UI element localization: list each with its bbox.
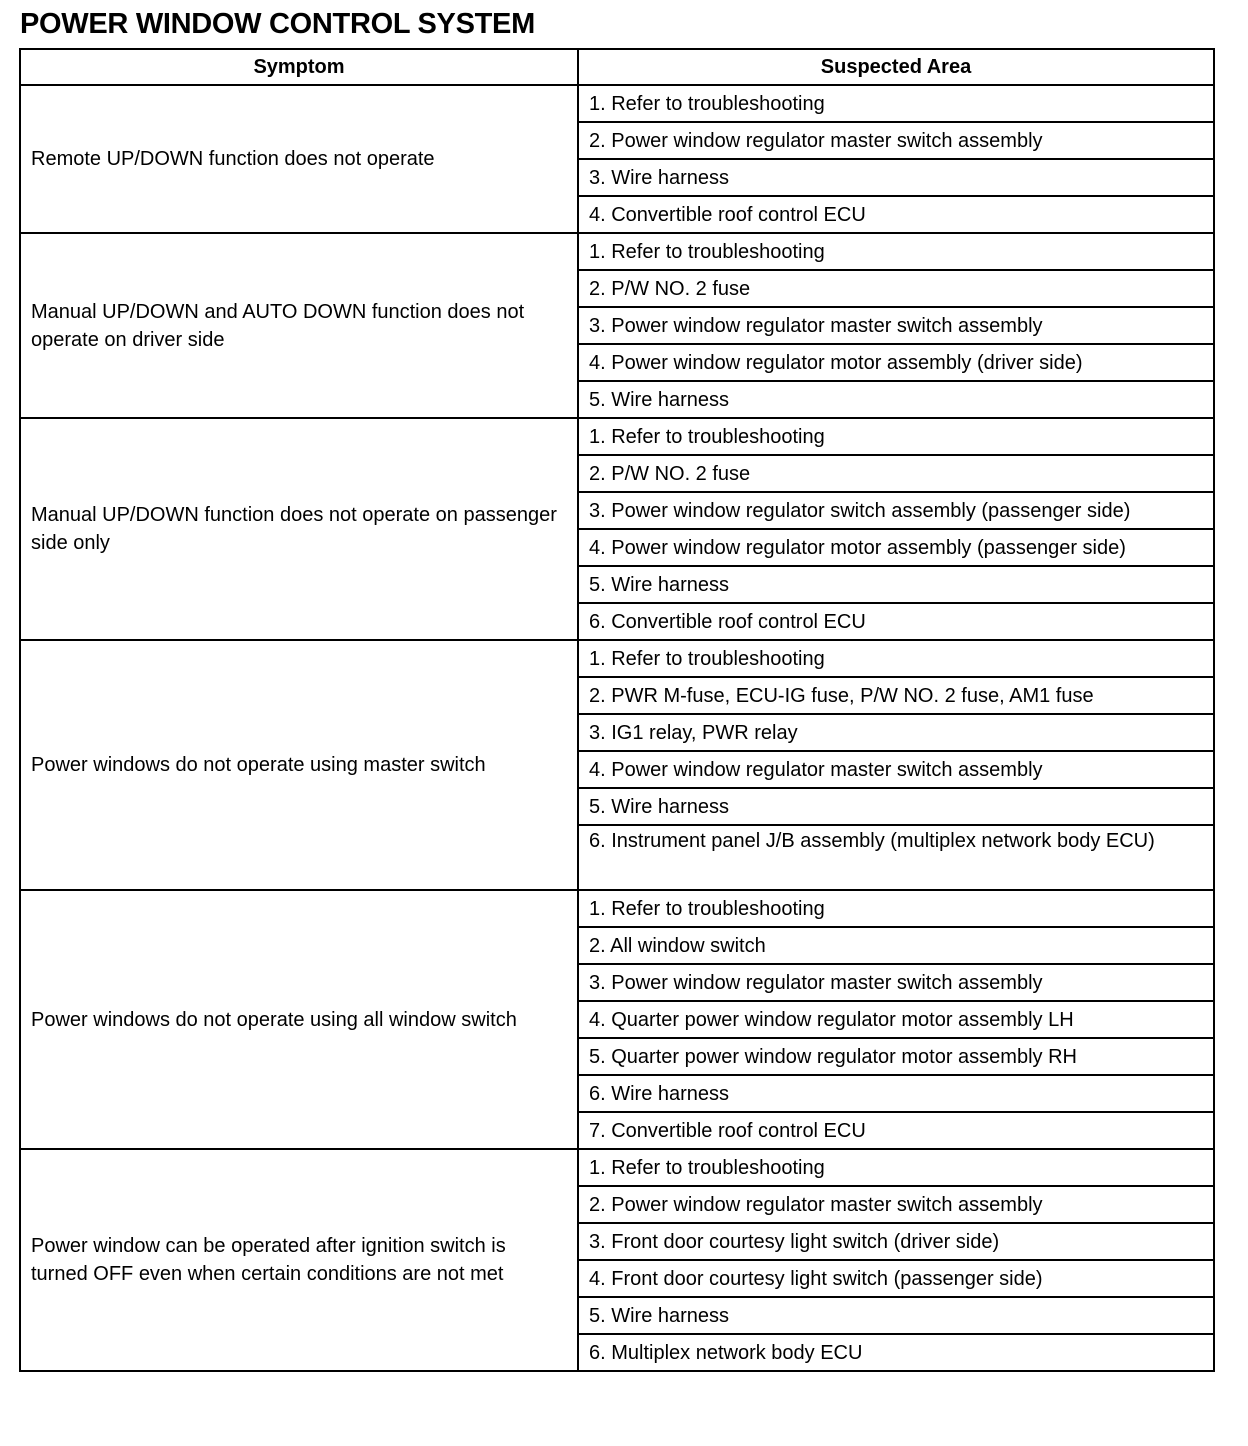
suspected-area-cell: 5. Wire harness	[578, 788, 1214, 825]
suspected-area-cell: 3. Power window regulator master switch assembly	[578, 307, 1214, 344]
symptom-cell: Power window can be operated after ignition switch is turned OFF even when certain conditions are not met	[20, 1149, 578, 1371]
symptom-cell: Power windows do not operate using master switch	[20, 640, 578, 890]
suspected-area-cell: 1. Refer to troubleshooting	[578, 233, 1214, 270]
header-symptom: Symptom	[20, 49, 578, 85]
table-row	[20, 85, 1214, 122]
symptom-cell: Manual UP/DOWN function does not operate on passenger side only	[20, 418, 578, 640]
symptom-cell: Manual UP/DOWN and AUTO DOWN function does not operate on driver side	[20, 233, 578, 418]
suspected-area-cell: 6. Wire harness	[578, 1075, 1214, 1112]
suspected-area-cell: 4. Power window regulator master switch assembly	[578, 751, 1214, 788]
suspected-area-cell: 4. Convertible roof control ECU	[578, 196, 1214, 233]
suspected-area-cell: 5. Wire harness	[578, 1297, 1214, 1334]
page-title: POWER WINDOW CONTROL SYSTEM	[20, 8, 535, 40]
suspected-area-cell: 2. All window switch	[578, 927, 1214, 964]
header-suspected-area: Suspected Area	[578, 49, 1214, 85]
table-row	[20, 890, 1214, 927]
table-row	[20, 640, 1214, 677]
suspected-area-cell: 1. Refer to troubleshooting	[578, 890, 1214, 927]
suspected-area-cell: 5. Wire harness	[578, 566, 1214, 603]
suspected-area-cell: 2. P/W NO. 2 fuse	[578, 270, 1214, 307]
troubleshooting-table	[19, 48, 1215, 1372]
table-row	[20, 418, 1214, 455]
table-row	[20, 233, 1214, 270]
suspected-area-cell: 7. Convertible roof control ECU	[578, 1112, 1214, 1149]
suspected-area-cell: 6. Multiplex network body ECU	[578, 1334, 1214, 1371]
suspected-area-cell: 2. PWR M-fuse, ECU-IG fuse, P/W NO. 2 fuse, AM1 fuse	[578, 677, 1214, 714]
suspected-area-cell: 2. P/W NO. 2 fuse	[578, 455, 1214, 492]
suspected-area-cell: 1. Refer to troubleshooting	[578, 418, 1214, 455]
suspected-area-cell: 4. Front door courtesy light switch (passenger side)	[578, 1260, 1214, 1297]
suspected-area-cell: 3. Wire harness	[578, 159, 1214, 196]
suspected-area-cell: 4. Power window regulator motor assembly (driver side)	[578, 344, 1214, 381]
header-row	[20, 49, 1214, 85]
suspected-area-cell: 2. Power window regulator master switch assembly	[578, 122, 1214, 159]
suspected-area-cell: 4. Power window regulator motor assembly (passenger side)	[578, 529, 1214, 566]
suspected-area-cell: 1. Refer to troubleshooting	[578, 640, 1214, 677]
suspected-area-cell: 1. Refer to troubleshooting	[578, 1149, 1214, 1186]
suspected-area-cell: 5. Quarter power window regulator motor assembly RH	[578, 1038, 1214, 1075]
suspected-area-cell: 5. Wire harness	[578, 381, 1214, 418]
suspected-area-cell: 6. Convertible roof control ECU	[578, 603, 1214, 640]
symptom-cell: Power windows do not operate using all window switch	[20, 890, 578, 1149]
suspected-area-cell: 3. Power window regulator master switch assembly	[578, 964, 1214, 1001]
suspected-area-cell: 3. Power window regulator switch assembly (passenger side)	[578, 492, 1214, 529]
suspected-area-cell: 6. Instrument panel J/B assembly (multiplex network body ECU)	[578, 825, 1214, 890]
suspected-area-cell: 1. Refer to troubleshooting	[578, 85, 1214, 122]
suspected-area-cell: 2. Power window regulator master switch assembly	[578, 1186, 1214, 1223]
table-row	[20, 1149, 1214, 1186]
suspected-area-cell: 3. IG1 relay, PWR relay	[578, 714, 1214, 751]
suspected-area-cell: 4. Quarter power window regulator motor assembly LH	[578, 1001, 1214, 1038]
symptom-cell: Remote UP/DOWN function does not operate	[20, 85, 578, 233]
suspected-area-cell: 3. Front door courtesy light switch (driver side)	[578, 1223, 1214, 1260]
